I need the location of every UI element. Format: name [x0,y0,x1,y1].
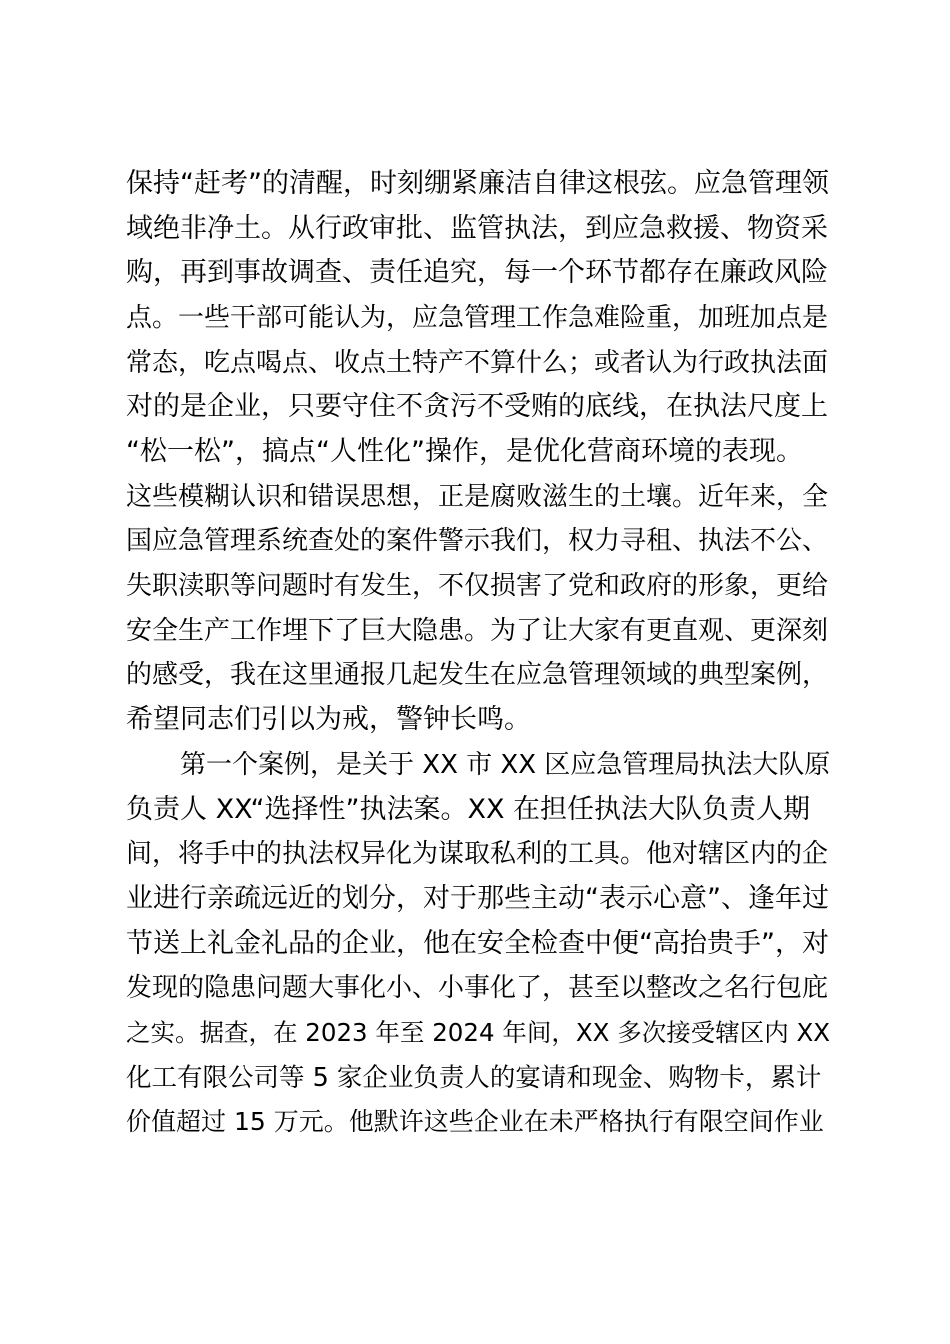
text-line: 保持“赶考”的清醒，时刻绷紧廉洁自律这根弦。应急管理领 [126,168,829,199]
text-line: 业进行亲疏远近的划分，对于那些主动“表示心意”、逢年过 [126,883,829,914]
paragraph-first-line: 第一个案例，是关于 XX 市 XX 区应急管理局执法大队原 [180,750,831,780]
text-line: 国应急管理系统查处的案件警示我们，权力寻租、执法不公、 [126,526,829,556]
text-line: 域绝非净土。从行政审批、监管执法，到应急救援、物资采 [126,213,828,244]
text-line: 间，将手中的执法权异化为谋取私利的工具。他对辖区内的企 [126,839,829,869]
text-line: 这些模糊认识和错误思想，正是腐败滋生的土壤。近年来，全 [126,482,829,512]
text-line: 化工有限公司等 5 家企业负责人的宴请和现金、购物卡，累计 [126,1063,822,1093]
text-line: 安全生产工作埋下了巨大隐患。为了让大家有更直观、更深刻 [126,616,829,646]
text-line: “松一松”，搞点“人性化”操作，是优化营商环境的表现。 [126,436,803,467]
text-line: 负责人 XX“选择性”执法案。XX 在担任执法大队负责人期 [126,794,811,825]
text-line: 常态，吃点喝点、收点土特产不算什么；或者认为行政执法面 [126,348,829,378]
text-line: 的感受，我在这里通报几起发生在应急管理领域的典型案例， [126,660,829,690]
text-line: 价值超过 15 万元。他默许这些企业在未严格执行有限空间作业 [126,1107,824,1136]
text-line: 对的是企业，只要守住不贪污不受贿的底线，在执法尺度上 [126,391,828,422]
text-line: 发现的隐患问题大事化小、小事化了，甚至以整改之名行包庇 [126,973,829,1003]
text-line: 失职渎职等问题时有发生，不仅损害了党和政府的形象，更给 [126,571,829,601]
text-line: 节送上礼金礼品的企业，他在安全检查中便“高抬贵手”，对 [126,928,829,959]
text-line: 希望同志们引以为戒，警钟长鸣。 [126,704,531,735]
text-line: 购，再到事故调查、责任追究，每一个环节都存在廉政风险 [126,257,828,288]
text-line: 点。一些干部可能认为，应急管理工作急难险重，加班加点是 [126,303,829,333]
text-line: 之实。据查，在 2023 年至 2024 年间，XX 多次接受辖区内 XX [126,1018,831,1047]
